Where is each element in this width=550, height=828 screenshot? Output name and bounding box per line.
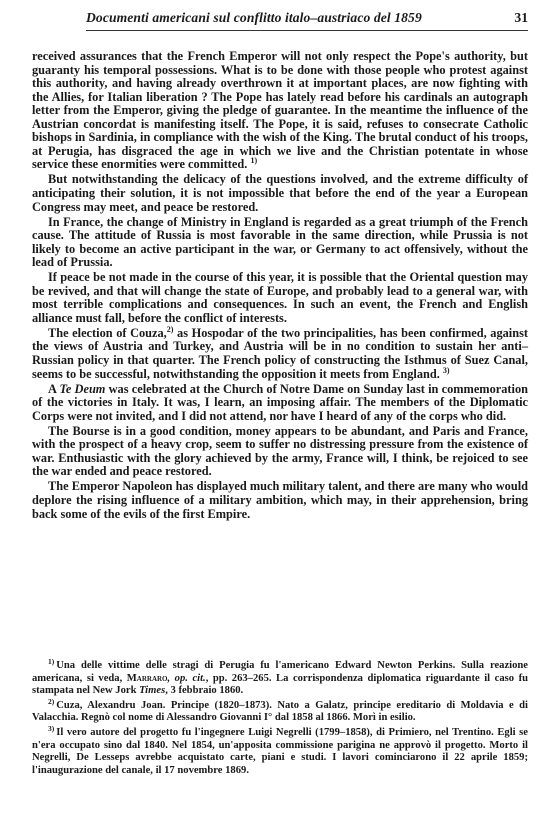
body-text bbox=[32, 50, 528, 521]
paragraph-2: But notwithstanding the delicacy of the questions involved, and the extreme difficulty of anticipating their solution, it is not impossible that before the end of the year a European Congress may meet, and peace be restored. bbox=[32, 172, 528, 214]
footnote-2 bbox=[32, 696, 528, 725]
page-number: 31 bbox=[514, 10, 528, 25]
footnote-1-op-cit: , op. cit. bbox=[167, 672, 206, 684]
paragraph-5-text-b: as Hospodar of the two principalities, has been confirmed, against the views of Austria and Turkey, and Austria will be in no condition to sustain her anti–Russian policy in that quarter. The French policy of constructing the Isthmus of Suez Canal, seems to be successful, notwithstanding the opposition it meets from England. bbox=[32, 325, 528, 381]
paragraph-5-text-a: The election of Couza, bbox=[48, 325, 167, 340]
footnote-ref-1: 1) bbox=[250, 156, 258, 166]
paragraph-3: In France, the change of Ministry in England is regarded as a great triumph of the French cause. The attitude of Russia is most favorable in the same direction, while Prussia is not likely to become an active participant in the war, or Germany to act offensively, without the lead of Prussia. bbox=[32, 214, 528, 270]
footnote-3-text: Il vero autore del progetto fu l'ingegnere Luigi Negrelli (1799–1858), di Primiero, nel Trentino. Egli se n'era occupato sino dal 1840. Nel 1854, un'apposita commissione parigina ne approvò il progetto. Morto il Negrelli, De Lesseps avrebbe acquistato carte, piani e studi. I lavori cominciarono il 22 aprile 1859; l'inaugurazione del canale, il 17 novembre 1869. bbox=[32, 726, 528, 776]
paragraph-6-text-b: was celebrated at the Church of Notre Dame on Sunday last in commemoration of the victories in Italy. It was, I learn, an imposing affair. The members of the Diplomatic Corps were not invited, and I did not attend, nor have I heard of any of the corps who did. bbox=[32, 381, 528, 423]
paragraph-1 bbox=[32, 50, 528, 172]
footnote-1-mark: 1) bbox=[48, 657, 55, 666]
footnote-3 bbox=[32, 723, 528, 777]
footnote-1-text-b: , pp. 263–265. La corrispondenza diplomatica riguardante il caso fu stampata nel New Jork bbox=[32, 672, 528, 697]
footnote-1-author: Marraro bbox=[126, 672, 168, 684]
paragraph-5 bbox=[32, 324, 528, 381]
running-title: Documenti americani sul conflitto italo–austriaco del 1859 bbox=[86, 10, 422, 25]
paragraph-6 bbox=[32, 383, 528, 424]
paragraph-1-text: received assurances that the French Emperor will not only respect the Pope's authority, but guaranty his temporal possessions. What is to be done with those people who protest against this authority, and having already overthrown it at important places, are now fighting with the Allies, for Italian liberation ? The Pope has lately read before his cardinals an autograph letter from the Emperor, giving the pledge of guarantee. In the meantime the influence of the Austrian concordat is manifesting itself. The Pope, it is said, refuses to consecrate Catholic bishops in Sardinia, in compliance with the wish of the King. The brutal conduct of his troops, at Perugia, has disgraced the age in which we live and the Christian potentate in whose service these enormities were committed. bbox=[32, 49, 528, 172]
footnote-1-times: Times bbox=[139, 685, 166, 697]
footnote-2-mark: 2) bbox=[48, 696, 55, 706]
paragraph-7: The Bourse is in a good condition, money appears to be abundant, and Paris and France, with the prospect of a heavy crop, seem to suffer no distressing pressure from the existence of war. Enthusiastic with the glory achieved by the army, France will, I think, be rejoiced to see the war ended and peace restored. bbox=[32, 423, 528, 479]
footnote-3-mark: 3) bbox=[48, 723, 55, 733]
page-header bbox=[86, 8, 528, 31]
paragraph-8: The Emperor Napoleon has displayed much military talent, and there are many who would deplore the rising influence of a military ambition, which may, in their apprehension, bring back some of the evils of the first Empire. bbox=[32, 479, 528, 521]
footnote-2-text: Cuza, Alexandru Joan. Principe (1820–1873). Nato a Galatz, principe ereditario di Moldavia e di Valacchia. Regnò col nome di Alessandro Giovanni I° dal 1858 al 1866. Morì in esilio. bbox=[32, 699, 528, 724]
footnote-1 bbox=[32, 657, 528, 698]
paragraph-4: If peace be not made in the course of this year, it is possible that the Oriental question may be revived, and that will change the state of Europe, and probably lead to a general war, with most terrible complications and consequences. In such an event, the French and English alliance must fall, before the conflict of interests. bbox=[32, 270, 528, 325]
footnote-ref-2: 2) bbox=[166, 324, 174, 334]
footnote-ref-3: 3) bbox=[442, 365, 450, 375]
paragraph-6-text-a: A bbox=[48, 381, 60, 396]
footnotes bbox=[32, 657, 528, 777]
te-deum-italic: Te Deum bbox=[59, 381, 106, 396]
footnote-1-text-a: Una delle vittime delle stragi di Perugia fu l'americano Edward Newton Perkins. Sulla reazione americana, si veda, bbox=[32, 660, 528, 684]
footnote-1-text-c: , 3 febbraio 1860. bbox=[165, 685, 244, 697]
